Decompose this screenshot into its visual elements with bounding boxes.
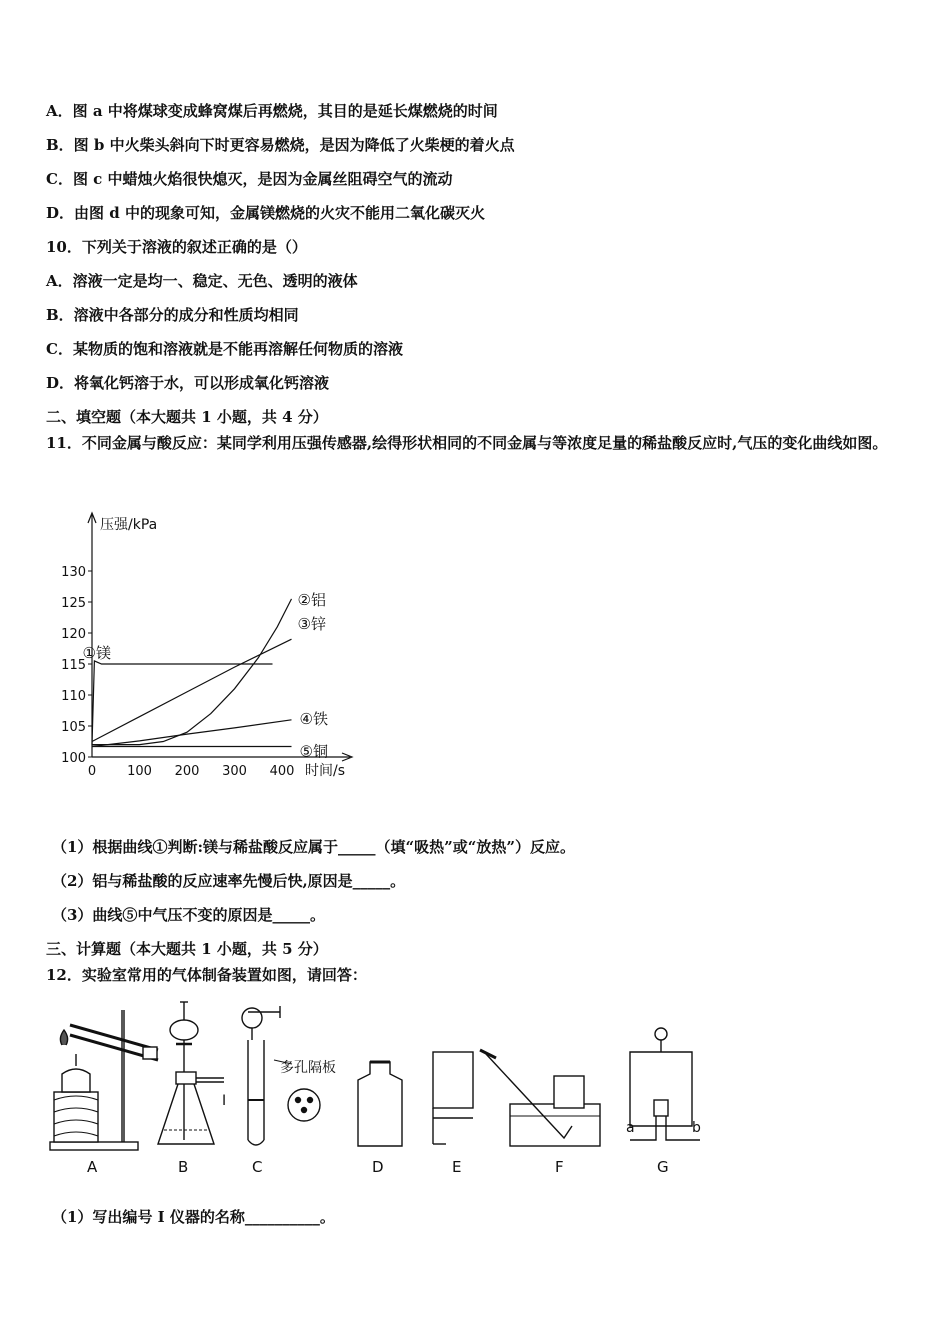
q9-option-b: B．图 b 中火柴头斜向下时更容易燃烧，是因为降低了火柴梗的着火点 — [46, 136, 515, 154]
apparatus-label-d: D — [372, 1158, 384, 1176]
y-tick-label: 115 — [61, 658, 86, 673]
q10-stem: 10．下列关于溶液的叙述正确的是（） — [46, 238, 307, 256]
label-b: b — [692, 1120, 701, 1136]
apparatus-label-a: A — [87, 1158, 98, 1176]
pressure-chart — [50, 505, 410, 785]
q11-sub-1: （1）根据曲线①判断:镁与稀盐酸反应属于_____（填“吸热”或“放热”）反应。 — [52, 838, 575, 856]
series-line-3 — [92, 639, 292, 741]
apparatus-f — [480, 1050, 600, 1146]
apparatus-label-b: B — [178, 1158, 189, 1176]
q10-option-c: C．某物质的饱和溶液就是不能再溶解任何物质的溶液 — [46, 340, 403, 358]
series-line-1 — [92, 661, 273, 745]
x-tick-label: 200 — [174, 764, 200, 779]
series-label-3: ③锌 — [297, 615, 326, 634]
apparatus-label-e: E — [452, 1158, 462, 1176]
y-tick-label: 125 — [61, 596, 86, 611]
q11-stem: 11．不同金属与酸反应：某同学利用压强传感器,绘得形状相同的不同金属与等浓度足量的稀盐酸反应时,气压的变化曲线如图。 — [46, 434, 888, 452]
series-label-1: ①镁 — [82, 644, 111, 662]
label-porous-plate: 多孔隔板 — [280, 1060, 336, 1076]
q9-option-a: A．图 a 中将煤球变成蜂窝煤后再燃烧，其目的是延长煤燃烧的时间 — [46, 102, 498, 120]
apparatus-d — [358, 1062, 402, 1146]
q10-option-b: B．溶液中各部分的成分和性质均相同 — [46, 306, 299, 324]
apparatus-c — [242, 1006, 336, 1145]
apparatus-a — [50, 1010, 158, 1150]
x-tick-label: 0 — [87, 764, 97, 779]
y-axis-label: 压强/kPa — [100, 517, 158, 533]
apparatus-label-g: G — [657, 1158, 669, 1176]
x-tick-label: 300 — [222, 764, 247, 779]
q9-option-d: D．由图 d 中的现象可知，金属镁燃烧的火灾不能用二氧化碳灭火 — [46, 204, 485, 222]
x-tick-label: 100 — [127, 764, 152, 779]
apparatus-e — [433, 1052, 473, 1144]
apparatus-label-f: F — [555, 1158, 564, 1176]
y-tick-label: 120 — [61, 627, 86, 642]
label-i: I — [222, 1093, 227, 1109]
x-axis-label: 时间/s — [305, 763, 346, 779]
series-line-4 — [92, 720, 292, 747]
apparatus-g — [626, 1028, 701, 1140]
apparatus-figure — [40, 1000, 740, 1180]
q12-sub-1: （1）写出编号 I 仪器的名称__________。 — [52, 1208, 335, 1226]
apparatus-label-c: C — [252, 1158, 263, 1176]
y-tick-label: 105 — [61, 720, 86, 735]
q11-sub-3: （3）曲线⑤中气压不变的原因是_____。 — [52, 906, 325, 924]
y-tick-label: 130 — [61, 565, 86, 580]
series-label-5: ⑤铜 — [299, 742, 328, 761]
y-tick-label: 100 — [61, 751, 86, 766]
y-tick-label: 110 — [61, 689, 86, 704]
q10-option-d: D．将氧化钙溶于水，可以形成氧化钙溶液 — [46, 374, 330, 392]
label-a: a — [626, 1120, 635, 1136]
apparatus-b — [158, 1002, 226, 1144]
x-tick-label: 400 — [269, 764, 295, 779]
series-line-2 — [92, 599, 292, 745]
series-label-2: ②铝 — [297, 590, 326, 609]
series-label-4: ④铁 — [299, 709, 328, 728]
section-2-heading: 二、填空题（本大题共 1 小题，共 4 分） — [46, 408, 328, 426]
section-3-heading: 三、计算题（本大题共 1 小题，共 5 分） — [46, 940, 328, 958]
q9-option-c: C．图 c 中蜡烛火焰很快熄灭，是因为金属丝阻碍空气的流动 — [46, 170, 453, 188]
q11-sub-2: （2）铝与稀盐酸的反应速率先慢后快,原因是_____。 — [52, 872, 406, 890]
q12-stem: 12．实验室常用的气体制备装置如图，请回答： — [46, 966, 367, 984]
q10-option-a: A．溶液一定是均一、稳定、无色、透明的液体 — [46, 272, 358, 290]
